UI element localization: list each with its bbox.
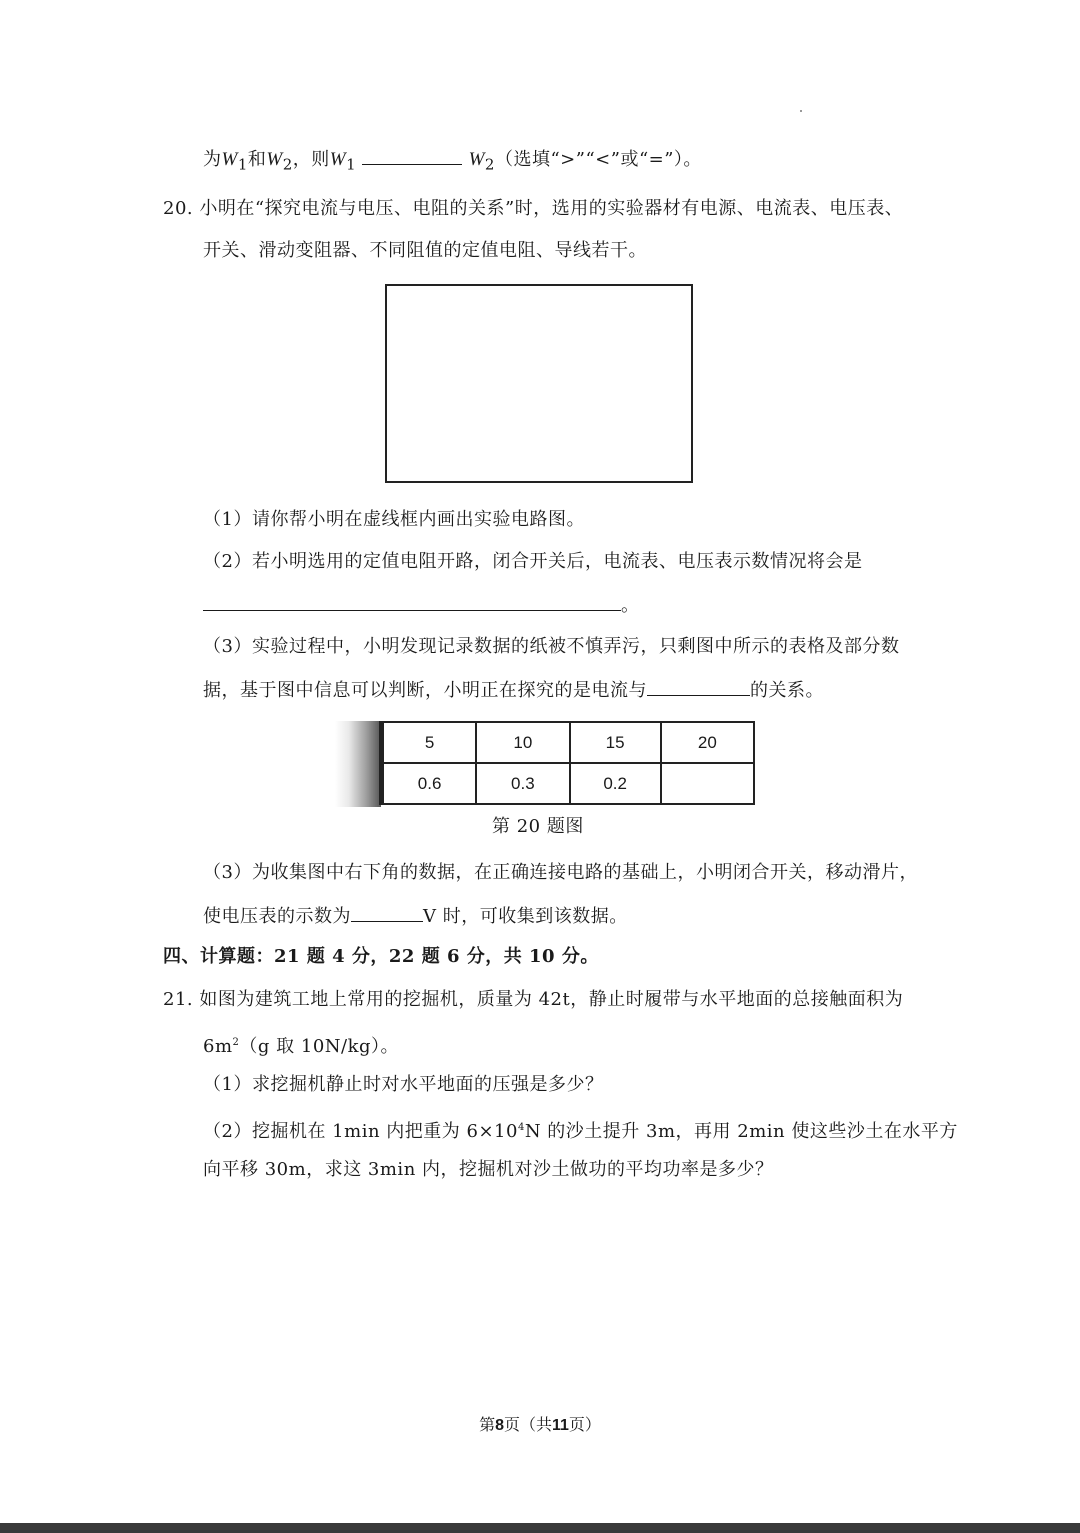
data-table-figure — [335, 721, 755, 807]
q20-intro-line1: 20. 小明在“探究电流与电压、电阻的关系”时，选用的实验器材有电源、电流表、电压表、 — [163, 198, 904, 219]
text: 第 — [479, 1415, 496, 1434]
table-cell: 0.2 — [570, 763, 661, 804]
torn-paper-shadow — [335, 721, 381, 807]
page-footer — [0, 1412, 1080, 1435]
table-cell: 0.3 — [476, 763, 569, 804]
text: 。 — [621, 595, 640, 616]
superscript: 2 — [232, 1037, 240, 1048]
text: N 的沙土提升 3m，再用 2min 使这些沙土在水平方 — [524, 1121, 958, 1142]
answer-blank-q20-3[interactable] — [647, 677, 750, 696]
data-table — [379, 721, 755, 805]
text: 的关系。 — [750, 680, 824, 701]
sub-1b: 1 — [346, 155, 357, 174]
scan-speck — [800, 110, 802, 112]
text: ，则 — [292, 149, 330, 170]
q21-line2 — [203, 1031, 399, 1059]
answer-blank-q20-2[interactable] — [203, 592, 621, 611]
q21-part1: （1）求挖掘机静止时对水平地面的压强是多少？ — [203, 1074, 604, 1095]
answer-blank-q20-4[interactable] — [351, 903, 423, 922]
text: 页（共 — [503, 1415, 552, 1434]
var-w2: W — [266, 149, 283, 170]
var-w2b: W — [468, 149, 485, 170]
table-cell: 15 — [570, 722, 661, 763]
var-w1: W — [221, 149, 238, 170]
page-number: 8 — [495, 1417, 504, 1434]
text: 和 — [247, 149, 267, 170]
q20-part4-line2 — [203, 903, 628, 929]
text: 使电压表的示数为 — [203, 906, 351, 927]
text: （g 取 10N/kg）。 — [239, 1036, 400, 1057]
q20-part1: （1）请你帮小明在虚线框内画出实验电路图。 — [203, 509, 585, 530]
q20-part3-line1: （3）实验过程中，小明发现记录数据的纸被不慎弄污，只剩图中所示的表格及部分数 — [203, 636, 900, 657]
text: 据，基于图中信息可以判断，小明正在探究的是电流与 — [203, 680, 647, 701]
text: 为 — [203, 149, 222, 170]
table-cell — [661, 763, 754, 804]
q21-line1: 21. 如图为建筑工地上常用的挖掘机，质量为 42t，静止时履带与水平地面的总接触面积为 — [163, 989, 904, 1010]
superscript: 4 — [517, 1122, 525, 1133]
bottom-scan-edge — [0, 1523, 1080, 1533]
text: 6m — [203, 1036, 233, 1057]
var-w1b: W — [329, 149, 347, 170]
q20-part2-line1: （2）若小明选用的定值电阻开路，闭合开关后，电流表、电压表示数情况将会是 — [203, 551, 863, 572]
q19-tail-line — [203, 146, 702, 177]
circuit-drawing-box[interactable] — [385, 284, 693, 483]
q21-part2-line1 — [203, 1116, 958, 1144]
text: （2）挖掘机在 1min 内把重为 6×10 — [203, 1121, 518, 1142]
total-pages: 11 — [552, 1417, 569, 1434]
sub-2b: 2 — [484, 155, 495, 174]
q20-part2-line2 — [203, 592, 640, 618]
q20-intro-line2: 开关、滑动变阻器、不同阻值的定值电阻、导线若干。 — [203, 240, 647, 261]
table-cell: 5 — [383, 722, 476, 763]
table-cell: 0.6 — [383, 763, 476, 804]
q21-part2-line2: 向平移 30m，求这 3min 内，挖掘机对沙土做功的平均功率是多少？ — [203, 1159, 774, 1180]
table-row — [381, 763, 755, 804]
text: V 时，可收集到该数据。 — [423, 906, 628, 927]
q20-part3-line2 — [203, 677, 824, 703]
answer-blank-q19[interactable] — [362, 146, 462, 165]
table-cell: 10 — [476, 722, 569, 763]
text: 页） — [568, 1415, 601, 1434]
table-row — [381, 722, 755, 763]
sub-1: 1 — [237, 155, 248, 174]
section-heading: 四、计算题：21 题 4 分，22 题 6 分，共 10 分。 — [163, 946, 599, 967]
figure-caption: 第 20 题图 — [492, 816, 584, 837]
text: （选填“>”“<”或“=”）。 — [494, 149, 702, 170]
table-cell: 20 — [661, 722, 754, 763]
sub-2: 2 — [282, 155, 293, 174]
q20-part4-line1: （3）为收集图中右下角的数据，在正确连接电路的基础上，小明闭合开关，移动滑片， — [203, 862, 918, 883]
